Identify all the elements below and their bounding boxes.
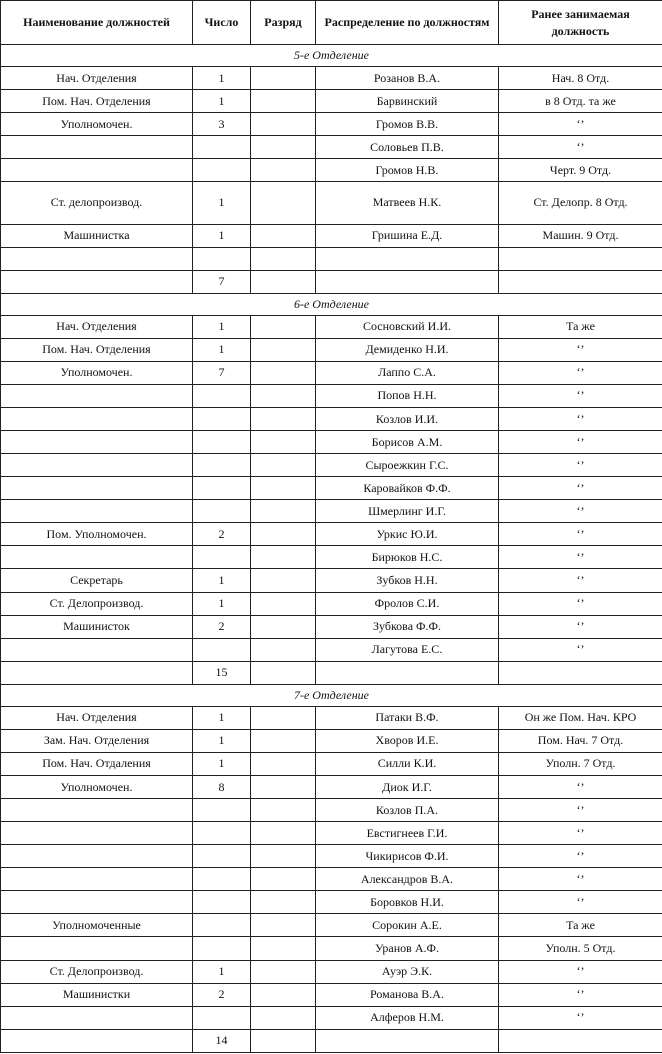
cell-previous: ‘’: [499, 822, 662, 845]
cell-position: Машинистки: [1, 983, 193, 1006]
cell-count: 1: [193, 729, 251, 752]
table-row: [1, 845, 662, 868]
cell-previous: ‘’: [499, 592, 662, 615]
cell-position: [1, 136, 193, 159]
cell-position: [1, 546, 193, 569]
cell-previous: ‘’: [499, 361, 662, 384]
table-row: [1, 729, 662, 752]
table-row: [1, 868, 662, 891]
cell-previous: в 8 Отд. та же: [499, 90, 662, 113]
section-title: 6-е Отделение: [1, 293, 662, 315]
cell-count: [193, 384, 251, 407]
cell-assigned: Гришина Е.Д.: [316, 224, 499, 247]
cell-assigned: Громов Н.В.: [316, 159, 499, 182]
cell-assigned: [316, 661, 499, 684]
cell-count: [193, 247, 251, 270]
cell-assigned: Барвинский: [316, 90, 499, 113]
cell-previous: ‘’: [499, 546, 662, 569]
cell-position: Пом. Нач. Отдаления: [1, 752, 193, 775]
cell-position: Нач. Отделения: [1, 67, 193, 90]
cell-grade: [251, 384, 316, 407]
table-row: [1, 454, 662, 477]
cell-count: 1: [193, 338, 251, 361]
table-row: [1, 960, 662, 983]
cell-assigned: Силли К.И.: [316, 752, 499, 775]
table-row: [1, 592, 662, 615]
table-row: [1, 661, 662, 684]
table-row: [1, 384, 662, 407]
table-row: [1, 1006, 662, 1029]
cell-position: Нач. Отделения: [1, 706, 193, 729]
cell-previous: [499, 270, 662, 293]
cell-count: 8: [193, 776, 251, 799]
cell-grade: [251, 937, 316, 960]
cell-count: [193, 477, 251, 500]
table-row: [1, 546, 662, 569]
header-previous: Ранее занимаемая должность: [499, 1, 662, 45]
cell-count: [193, 1006, 251, 1029]
cell-count: 1: [193, 706, 251, 729]
header-position: Наименование должностей: [1, 1, 193, 45]
cell-grade: [251, 315, 316, 338]
cell-count: 7: [193, 270, 251, 293]
cell-previous: ‘’: [499, 408, 662, 431]
cell-assigned: Громов В.В.: [316, 113, 499, 136]
cell-position: [1, 247, 193, 270]
cell-position: [1, 868, 193, 891]
cell-assigned: Ауэр Э.К.: [316, 960, 499, 983]
cell-grade: [251, 592, 316, 615]
header-count: Число: [193, 1, 251, 45]
table-row: [1, 315, 662, 338]
cell-grade: [251, 615, 316, 638]
table-row: [1, 569, 662, 592]
cell-grade: [251, 776, 316, 799]
cell-position: [1, 477, 193, 500]
cell-grade: [251, 270, 316, 293]
section-title: 5-е Отделение: [1, 45, 662, 67]
cell-count: 15: [193, 661, 251, 684]
cell-count: [193, 638, 251, 661]
table-row: [1, 937, 662, 960]
cell-previous: Та же: [499, 315, 662, 338]
cell-count: 1: [193, 752, 251, 775]
cell-position: [1, 891, 193, 914]
cell-count: 1: [193, 569, 251, 592]
table-row: [1, 752, 662, 775]
table-row: [1, 891, 662, 914]
cell-position: Ст. делопроизвод.: [1, 182, 193, 224]
cell-grade: [251, 224, 316, 247]
cell-assigned: Козлов И.И.: [316, 408, 499, 431]
cell-grade: [251, 983, 316, 1006]
cell-assigned: Патаки В.Ф.: [316, 706, 499, 729]
cell-previous: ‘’: [499, 500, 662, 523]
cell-grade: [251, 661, 316, 684]
cell-previous: Уполн. 7 Отд.: [499, 752, 662, 775]
cell-grade: [251, 546, 316, 569]
cell-count: 1: [193, 960, 251, 983]
cell-grade: [251, 523, 316, 546]
cell-assigned: Сыроежкин Г.С.: [316, 454, 499, 477]
cell-previous: ‘’: [499, 638, 662, 661]
table-row: [1, 224, 662, 247]
cell-assigned: Уркис Ю.И.: [316, 523, 499, 546]
table-row: [1, 983, 662, 1006]
cell-assigned: Фролов С.И.: [316, 592, 499, 615]
table-row: [1, 247, 662, 270]
cell-assigned: Уранов А.Ф.: [316, 937, 499, 960]
cell-count: 1: [193, 67, 251, 90]
cell-previous: Та же: [499, 914, 662, 937]
cell-grade: [251, 569, 316, 592]
cell-assigned: [316, 247, 499, 270]
cell-previous: ‘’: [499, 960, 662, 983]
cell-grade: [251, 891, 316, 914]
cell-assigned: Сорокин А.Е.: [316, 914, 499, 937]
cell-grade: [251, 1029, 316, 1052]
cell-position: Зам. Нач. Отделения: [1, 729, 193, 752]
table-row: [1, 500, 662, 523]
cell-assigned: Романова В.А.: [316, 983, 499, 1006]
cell-position: [1, 937, 193, 960]
cell-previous: ‘’: [499, 477, 662, 500]
cell-grade: [251, 247, 316, 270]
cell-previous: ‘’: [499, 454, 662, 477]
cell-assigned: Демиденко Н.И.: [316, 338, 499, 361]
cell-position: Машинистка: [1, 224, 193, 247]
cell-position: [1, 159, 193, 182]
cell-grade: [251, 361, 316, 384]
cell-count: 2: [193, 615, 251, 638]
table-row: [1, 799, 662, 822]
cell-grade: [251, 477, 316, 500]
cell-count: 1: [193, 315, 251, 338]
cell-position: Уполномочен.: [1, 113, 193, 136]
table-row: [1, 338, 662, 361]
table-row: [1, 67, 662, 90]
cell-previous: Нач. 8 Отд.: [499, 67, 662, 90]
cell-count: [193, 546, 251, 569]
cell-position: [1, 500, 193, 523]
cell-position: Нач. Отделения: [1, 315, 193, 338]
table-row: [1, 270, 662, 293]
table-row: [1, 361, 662, 384]
table-row: [1, 477, 662, 500]
cell-position: Ст. Делопроизвод.: [1, 592, 193, 615]
cell-assigned: Александров В.А.: [316, 868, 499, 891]
cell-previous: [499, 247, 662, 270]
header-assigned: Распределение по должностям: [316, 1, 499, 45]
cell-assigned: Хворов И.Е.: [316, 729, 499, 752]
table-row: [1, 1029, 662, 1052]
cell-position: [1, 845, 193, 868]
cell-previous: ‘’: [499, 431, 662, 454]
cell-previous: Уполн. 5 Отд.: [499, 937, 662, 960]
cell-grade: [251, 729, 316, 752]
cell-assigned: Каровайков Ф.Ф.: [316, 477, 499, 500]
table-row: [1, 431, 662, 454]
cell-previous: ‘’: [499, 983, 662, 1006]
cell-previous: Он же Пом. Нач. КРО: [499, 706, 662, 729]
table-row: [1, 90, 662, 113]
cell-previous: ‘’: [499, 799, 662, 822]
cell-previous: ‘’: [499, 338, 662, 361]
cell-assigned: Лаппо С.А.: [316, 361, 499, 384]
table-row: [1, 638, 662, 661]
cell-assigned: Матвеев Н.К.: [316, 182, 499, 224]
cell-position: Машинисток: [1, 615, 193, 638]
cell-grade: [251, 67, 316, 90]
cell-previous: ‘’: [499, 384, 662, 407]
cell-grade: [251, 182, 316, 224]
cell-previous: Ст. Делопр. 8 Отд.: [499, 182, 662, 224]
cell-grade: [251, 454, 316, 477]
cell-position: [1, 1006, 193, 1029]
cell-previous: ‘’: [499, 776, 662, 799]
table-row: [1, 706, 662, 729]
cell-grade: [251, 799, 316, 822]
cell-grade: [251, 706, 316, 729]
table-row: [1, 914, 662, 937]
cell-position: [1, 661, 193, 684]
section-header-row: [1, 293, 662, 315]
cell-assigned: Попов Н.Н.: [316, 384, 499, 407]
cell-grade: [251, 431, 316, 454]
table-row: [1, 182, 662, 224]
cell-count: 3: [193, 113, 251, 136]
cell-grade: [251, 868, 316, 891]
table-row: [1, 136, 662, 159]
section-title: 7-е Отделение: [1, 684, 662, 706]
cell-position: [1, 799, 193, 822]
table-row: [1, 615, 662, 638]
cell-count: [193, 159, 251, 182]
cell-position: [1, 638, 193, 661]
cell-assigned: Евстигнеев Г.И.: [316, 822, 499, 845]
cell-previous: ‘’: [499, 523, 662, 546]
cell-assigned: Борисов А.М.: [316, 431, 499, 454]
cell-position: [1, 408, 193, 431]
cell-count: 1: [193, 224, 251, 247]
cell-grade: [251, 960, 316, 983]
cell-assigned: Сосновский И.И.: [316, 315, 499, 338]
cell-count: 1: [193, 592, 251, 615]
cell-previous: ‘’: [499, 868, 662, 891]
cell-previous: Машин. 9 Отд.: [499, 224, 662, 247]
table-row: [1, 113, 662, 136]
cell-assigned: Зубков Н.Н.: [316, 569, 499, 592]
cell-grade: [251, 845, 316, 868]
cell-assigned: [316, 1029, 499, 1052]
cell-previous: ‘’: [499, 891, 662, 914]
cell-assigned: Зубкова Ф.Ф.: [316, 615, 499, 638]
cell-previous: Черт. 9 Отд.: [499, 159, 662, 182]
cell-previous: ‘’: [499, 136, 662, 159]
cell-position: Ст. Делопроизвод.: [1, 960, 193, 983]
cell-grade: [251, 159, 316, 182]
cell-assigned: Шмерлинг И.Г.: [316, 500, 499, 523]
cell-position: [1, 1029, 193, 1052]
cell-position: Пом. Нач. Отделения: [1, 338, 193, 361]
cell-count: [193, 822, 251, 845]
cell-assigned: Бирюков Н.С.: [316, 546, 499, 569]
cell-assigned: Козлов П.А.: [316, 799, 499, 822]
table-row: [1, 523, 662, 546]
table-row: [1, 822, 662, 845]
cell-position: [1, 431, 193, 454]
cell-position: Уполномоченные: [1, 914, 193, 937]
cell-position: Пом. Нач. Отделения: [1, 90, 193, 113]
cell-position: Пом. Уполномочен.: [1, 523, 193, 546]
cell-assigned: Соловьев П.В.: [316, 136, 499, 159]
section-header-row: [1, 684, 662, 706]
cell-grade: [251, 408, 316, 431]
cell-assigned: Боровков Н.И.: [316, 891, 499, 914]
cell-count: [193, 845, 251, 868]
cell-position: [1, 270, 193, 293]
cell-count: 14: [193, 1029, 251, 1052]
cell-count: [193, 136, 251, 159]
cell-count: 1: [193, 182, 251, 224]
cell-position: [1, 454, 193, 477]
cell-grade: [251, 113, 316, 136]
cell-position: [1, 822, 193, 845]
table-row: [1, 408, 662, 431]
cell-count: [193, 799, 251, 822]
cell-count: [193, 431, 251, 454]
section-header-row: [1, 45, 662, 67]
cell-previous: [499, 661, 662, 684]
cell-grade: [251, 822, 316, 845]
cell-grade: [251, 752, 316, 775]
cell-count: [193, 454, 251, 477]
cell-assigned: [316, 270, 499, 293]
cell-grade: [251, 1006, 316, 1029]
table-row: [1, 159, 662, 182]
cell-assigned: Чикирисов Ф.И.: [316, 845, 499, 868]
cell-count: [193, 868, 251, 891]
cell-count: 2: [193, 983, 251, 1006]
cell-previous: ‘’: [499, 113, 662, 136]
cell-count: [193, 937, 251, 960]
cell-grade: [251, 638, 316, 661]
table-row: [1, 776, 662, 799]
cell-count: 7: [193, 361, 251, 384]
header-row: [1, 1, 662, 45]
cell-grade: [251, 914, 316, 937]
cell-grade: [251, 338, 316, 361]
cell-previous: ‘’: [499, 1006, 662, 1029]
cell-count: 1: [193, 90, 251, 113]
cell-grade: [251, 500, 316, 523]
cell-position: [1, 384, 193, 407]
cell-previous: ‘’: [499, 615, 662, 638]
cell-grade: [251, 90, 316, 113]
cell-position: Уполномочен.: [1, 361, 193, 384]
cell-previous: Пом. Нач. 7 Отд.: [499, 729, 662, 752]
table-body: [1, 45, 662, 1053]
cell-previous: [499, 1029, 662, 1052]
cell-count: [193, 500, 251, 523]
cell-count: [193, 891, 251, 914]
cell-position: Уполномочен.: [1, 776, 193, 799]
header-grade: Разряд: [251, 1, 316, 45]
cell-previous: ‘’: [499, 845, 662, 868]
cell-count: [193, 914, 251, 937]
cell-count: 2: [193, 523, 251, 546]
cell-assigned: Диок И.Г.: [316, 776, 499, 799]
cell-assigned: Лагутова Е.С.: [316, 638, 499, 661]
cell-assigned: Розанов В.А.: [316, 67, 499, 90]
cell-grade: [251, 136, 316, 159]
cell-count: [193, 408, 251, 431]
cell-previous: ‘’: [499, 569, 662, 592]
cell-position: Секретарь: [1, 569, 193, 592]
cell-assigned: Алферов Н.М.: [316, 1006, 499, 1029]
